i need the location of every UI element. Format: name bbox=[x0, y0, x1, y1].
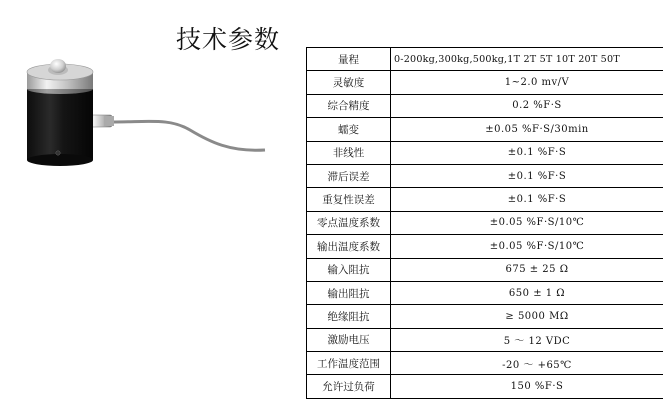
spec-label: 输入阻抗 bbox=[307, 258, 391, 281]
spec-value: ±0.05 %F·S/30min bbox=[391, 118, 663, 141]
spec-label: 允许过负荷 bbox=[307, 375, 391, 398]
table-row bbox=[307, 375, 663, 398]
table-row bbox=[307, 352, 663, 375]
spec-label: 综合精度 bbox=[307, 94, 391, 117]
spec-value: 675 ± 25 Ω bbox=[391, 258, 663, 281]
spec-label: 输出温度系数 bbox=[307, 235, 391, 258]
table-row bbox=[307, 305, 663, 328]
spec-value: 1~2.0 mv/V bbox=[391, 71, 663, 94]
table-row bbox=[307, 118, 663, 141]
spec-value: 650 ± 1 Ω bbox=[391, 281, 663, 304]
table-row bbox=[307, 48, 663, 71]
spec-label: 灵敏度 bbox=[307, 71, 391, 94]
spec-table bbox=[306, 47, 663, 399]
spec-value: ±0.05 %F·S/10℃ bbox=[391, 211, 663, 234]
spec-value: ±0.1 %F·S bbox=[391, 188, 663, 211]
spec-value: ≥ 5000 MΩ bbox=[391, 305, 663, 328]
load-cell-sensor-photo bbox=[0, 52, 300, 182]
spec-value: 5 ～ 12 VDC bbox=[391, 328, 663, 351]
spec-value: 0.2 %F·S bbox=[391, 94, 663, 117]
table-row bbox=[307, 94, 663, 117]
spec-value: ±0.1 %F·S bbox=[391, 164, 663, 187]
table-row bbox=[307, 71, 663, 94]
spec-value: ±0.05 %F·S/10℃ bbox=[391, 235, 663, 258]
spec-label: 滞后误差 bbox=[307, 164, 391, 187]
spec-label: 蠕变 bbox=[307, 118, 391, 141]
spec-label: 绝缘阻抗 bbox=[307, 305, 391, 328]
spec-value: 150 %F·S bbox=[391, 375, 663, 398]
table-row bbox=[307, 164, 663, 187]
table-row bbox=[307, 141, 663, 164]
spec-label: 工作温度范围 bbox=[307, 352, 391, 375]
table-row bbox=[307, 235, 663, 258]
table-row bbox=[307, 281, 663, 304]
spec-label: 非线性 bbox=[307, 141, 391, 164]
spec-label: 激励电压 bbox=[307, 328, 391, 351]
spec-value: ±0.1 %F·S bbox=[391, 141, 663, 164]
spec-value: 0-200kg,300kg,500kg,1T 2T 5T 10T 20T 50T bbox=[391, 48, 663, 71]
spec-value: -20 ～ +65℃ bbox=[391, 352, 663, 375]
table-row bbox=[307, 211, 663, 234]
table-row bbox=[307, 328, 663, 351]
spec-label: 输出阻抗 bbox=[307, 281, 391, 304]
table-row bbox=[307, 258, 663, 281]
page-title: 技术参数 bbox=[176, 25, 281, 54]
spec-label: 零点温度系数 bbox=[307, 211, 391, 234]
spec-label: 量程 bbox=[307, 48, 391, 71]
table-row bbox=[307, 188, 663, 211]
spec-label: 重复性误差 bbox=[307, 188, 391, 211]
